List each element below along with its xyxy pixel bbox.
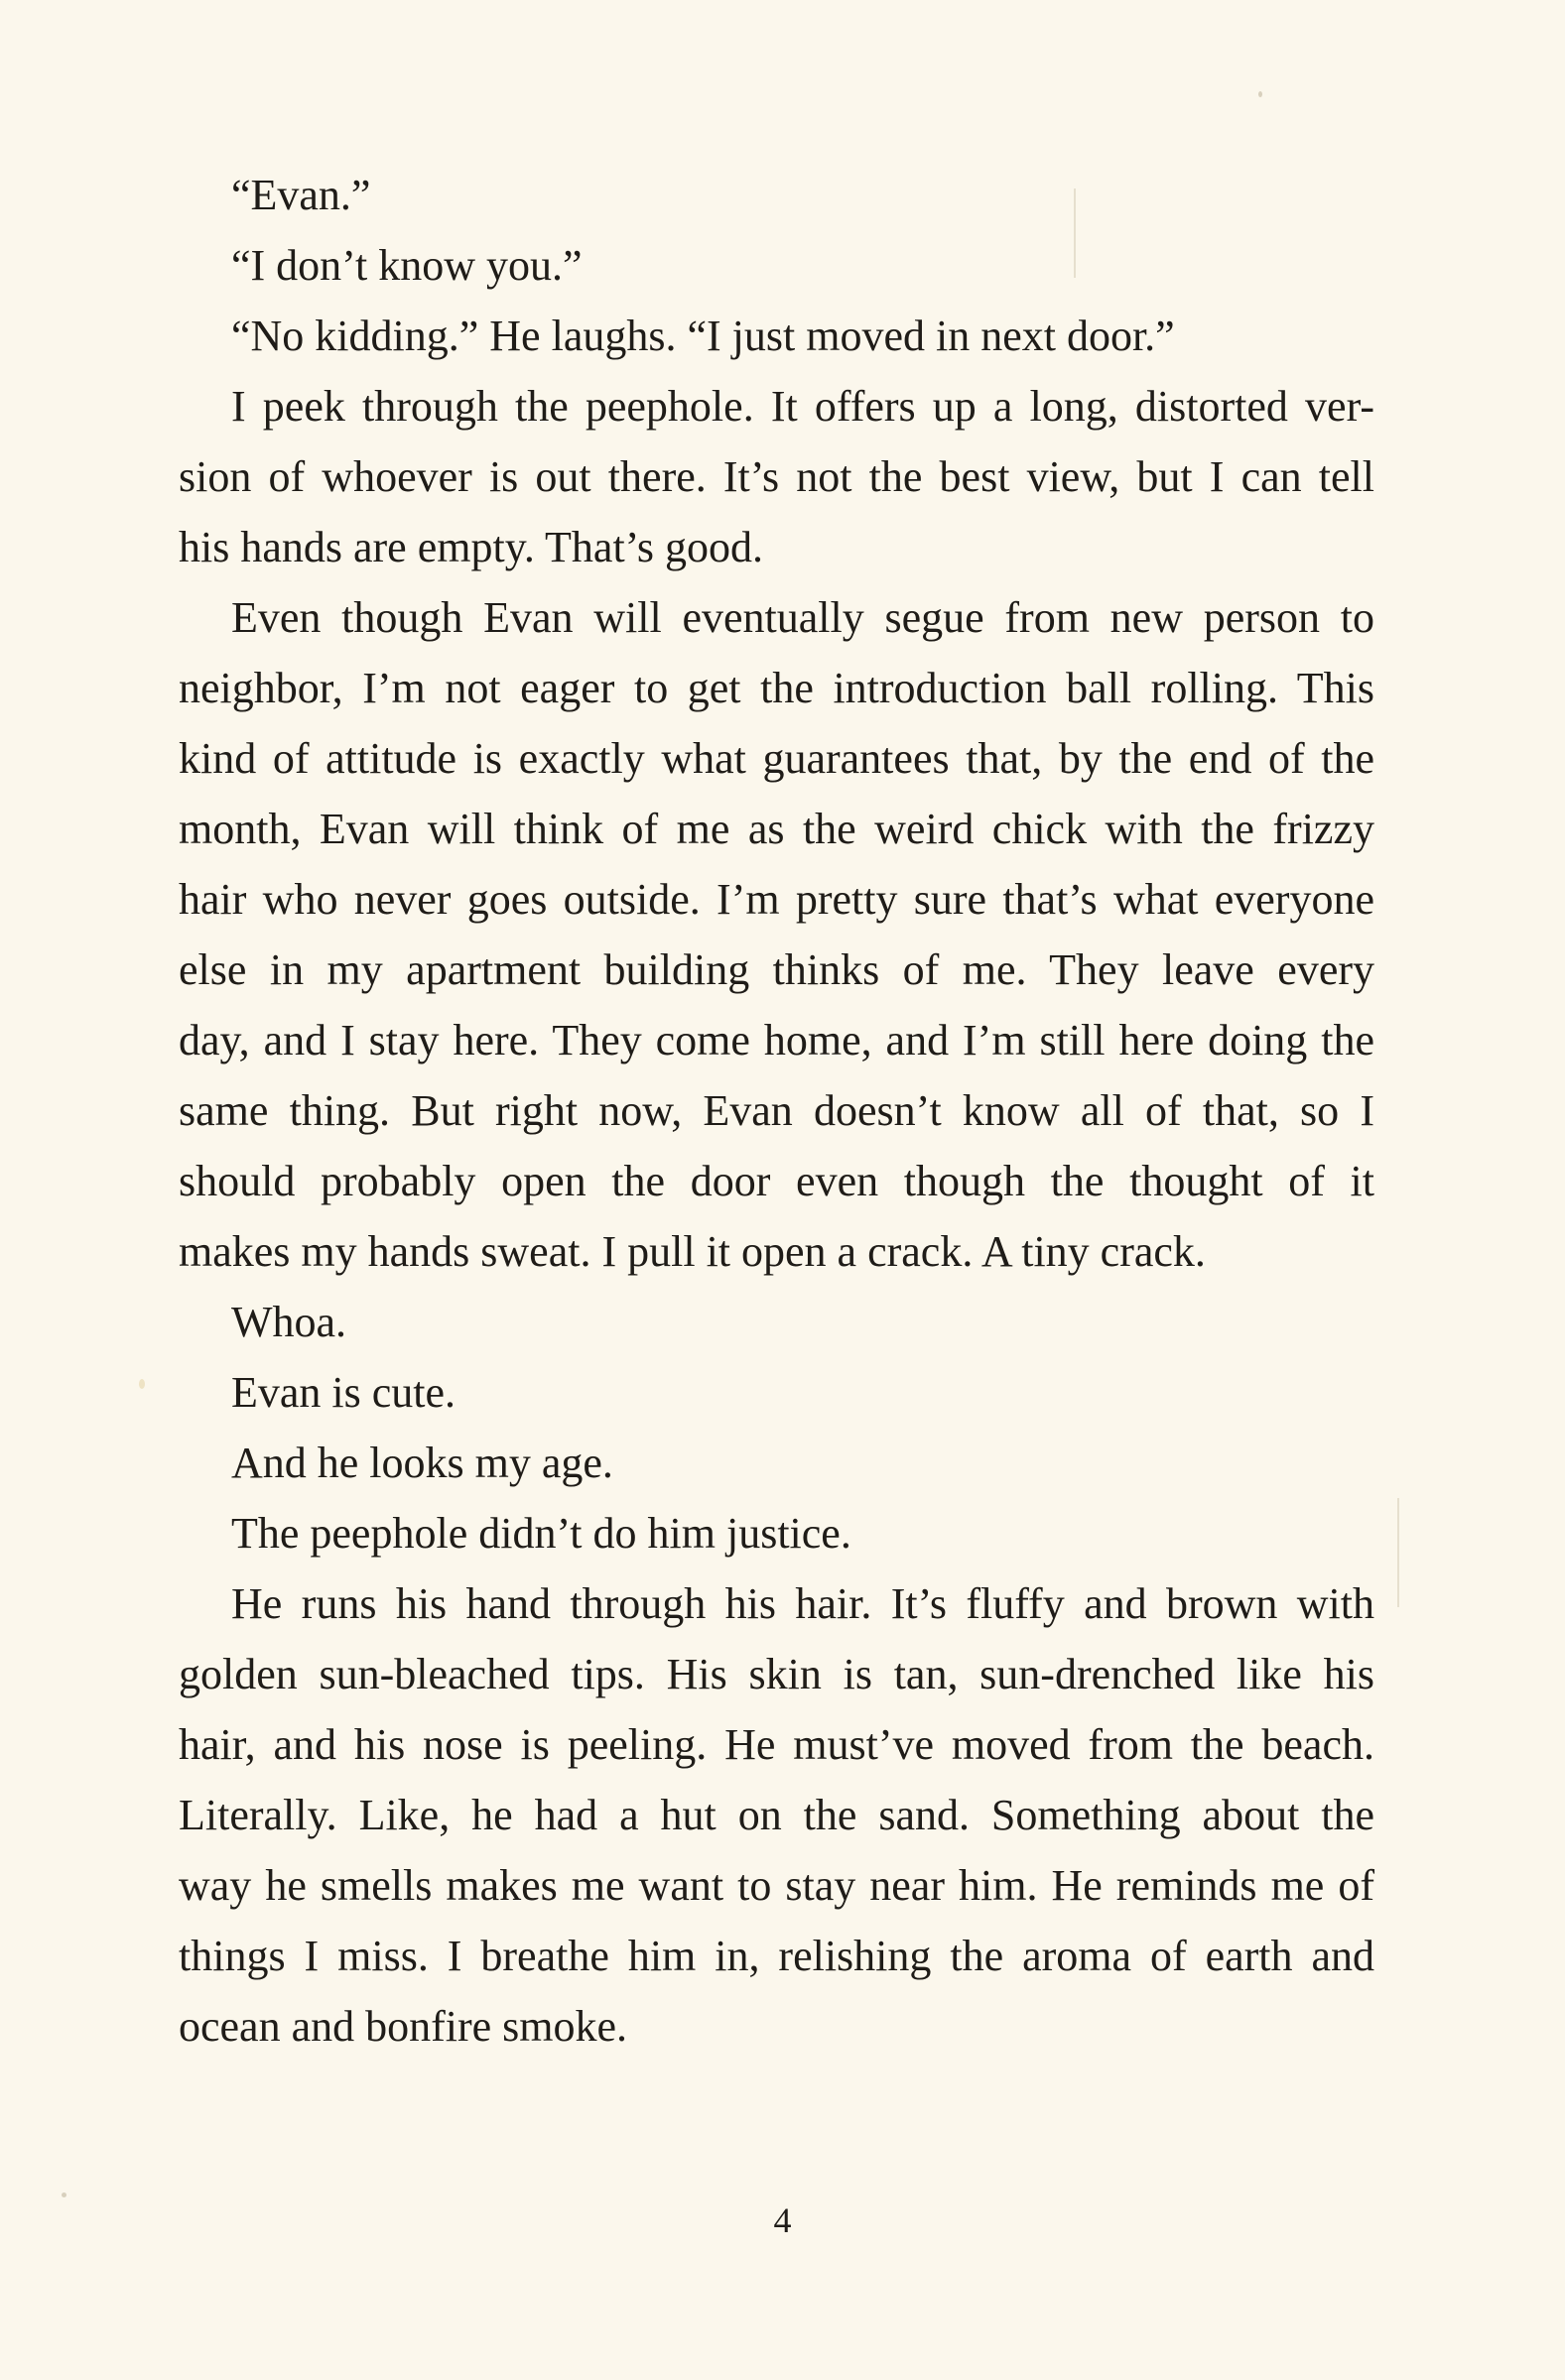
text-line: “I don’t know you.”: [231, 241, 583, 290]
text-line: same thing. But right now, Evan doesn’t know all of that, so I: [179, 1086, 1374, 1135]
text-line: things I miss. I breathe him in, relishing the aroma of earth and: [179, 1932, 1374, 1980]
text-line: Evan is cute.: [231, 1368, 456, 1417]
text-line: The peephole didn’t do him justice.: [231, 1509, 851, 1558]
text-line: way he smells makes me want to stay near him. He reminds me of: [179, 1861, 1374, 1910]
page-number: 4: [773, 2200, 792, 2240]
text-line: “Evan.”: [231, 171, 371, 219]
text-line: Literally. Like, he had a hut on the sand. Something about the: [179, 1791, 1374, 1839]
text-line: his hands are empty. That’s good.: [179, 523, 764, 571]
scan-speck: [1258, 91, 1262, 97]
text-line: sion of whoever is out there. It’s not the best view, but I can tell: [179, 452, 1374, 501]
text-line: month, Evan will think of me as the weird chick with the frizzy: [179, 805, 1374, 853]
text-line: Even though Evan will eventually segue from new person to: [231, 593, 1374, 642]
text-line: He runs his hand through his hair. It’s fluffy and brown with: [231, 1579, 1374, 1628]
text-line: hair, and his nose is peeling. He must’ve moved from the beach.: [179, 1720, 1374, 1769]
text-line: I peek through the peephole. It offers up a long, distorted ver-: [231, 382, 1374, 431]
text-line: Whoa.: [231, 1298, 347, 1346]
text-line: ocean and bonfire smoke.: [179, 2002, 628, 2051]
text-line: And he looks my age.: [231, 1439, 613, 1487]
text-line: hair who never goes outside. I’m pretty sure that’s what everyone: [179, 875, 1374, 924]
text-line: should probably open the door even though the thought of it: [179, 1157, 1374, 1205]
scan-speck: [62, 2192, 66, 2197]
text-line: golden sun-bleached tips. His skin is tan, sun-drenched like his: [179, 1650, 1374, 1698]
text-line: day, and I stay here. They come home, and I’m still here doing the: [179, 1016, 1374, 1065]
scan-artifact-line: [1397, 1498, 1399, 1607]
body-text: [179, 160, 1374, 2062]
text-line: makes my hands sweat. I pull it open a crack. A tiny crack.: [179, 1227, 1206, 1276]
text-line: kind of attitude is exactly what guarantees that, by the end of the: [179, 734, 1374, 783]
text-line: else in my apartment building thinks of me. They leave every: [179, 945, 1374, 994]
text-line: neighbor, I’m not eager to get the introduction ball rolling. This: [179, 664, 1374, 712]
scan-speck: [139, 1379, 145, 1389]
text-line: “No kidding.” He laughs. “I just moved in next door.”: [231, 312, 1175, 360]
